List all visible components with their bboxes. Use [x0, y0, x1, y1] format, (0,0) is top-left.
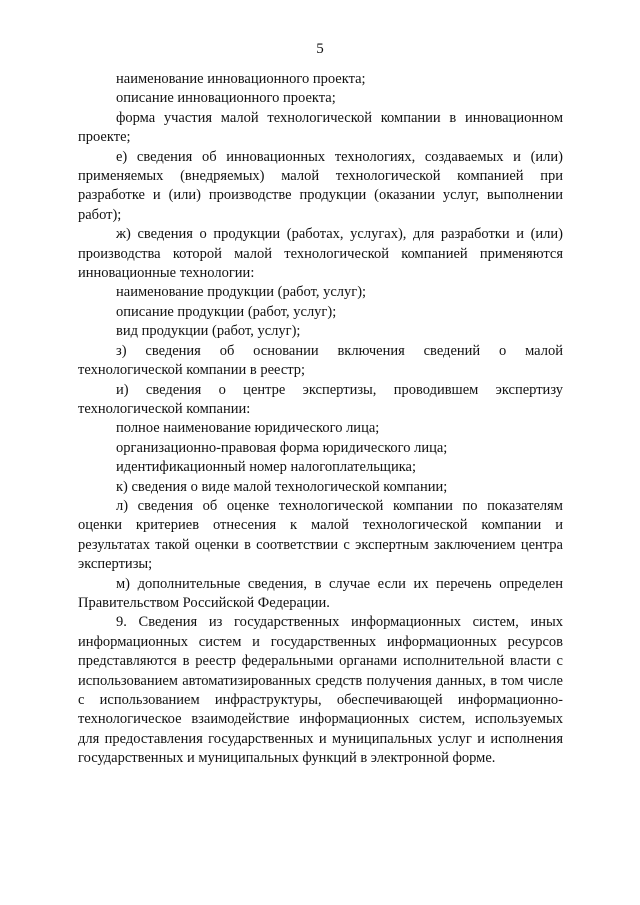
paragraph: наименование продукции (работ, услуг);: [116, 284, 367, 301]
paragraph: полное наименование юридического лица;: [116, 420, 380, 437]
paragraph: м) дополнительные сведения, в случае если их перечень определен Правительством Российской Федерации.: [78, 575, 563, 611]
paragraph: организационно-правовая форма юридического лица;: [116, 439, 448, 456]
page-number: 5: [316, 41, 324, 57]
paragraph: описание инновационного проекта;: [116, 90, 336, 107]
paragraph: з) сведения об основании включения сведений о малой технологической компании в реестр;: [78, 342, 563, 379]
paragraph: 9. Сведения из государственных информационных систем, иных информационных систем и государственных информационных ресурсов представляются в реестр федеральными органами исполнительной власти с использованием автоматизированных средств получения данных, в том числе с использованием инфраструктуры, обеспечивающей информационно-технологическое взаимодействие информационных систем, используемых для предоставления государственных и муниципальных услуг и исполнения государственных и муниципальных функций в электронной форме.: [78, 614, 563, 767]
paragraph: е) сведения об инновационных технологиях, создаваемых и (или) применяемых (внедряемых) малой технологической компанией при разработке и (или) производстве продукции (оказании услуг, выполнении работ);: [78, 148, 563, 223]
paragraph: описание продукции (работ, услуг);: [116, 303, 337, 320]
paragraph: вид продукции (работ, услуг);: [116, 323, 301, 340]
paragraph: идентификационный номер налогоплательщика;: [116, 459, 417, 476]
paragraph: форма участия малой технологической компании в инновационном проекте;: [78, 109, 563, 146]
paragraph: ж) сведения о продукции (работах, услугах), для разработки и (или) производства которой малой технологической компанией применяются инновационные технологии:: [78, 226, 563, 282]
paragraph: и) сведения о центре экспертизы, проводившем экспертизу технологической компании:: [78, 381, 563, 417]
paragraph: наименование инновационного проекта;: [116, 71, 366, 87]
paragraph: к) сведения о виде малой технологической компании;: [116, 478, 448, 495]
paragraph: л) сведения об оценке технологической компании по показателям оценки критериев отнесения к малой технологической компании и результатах такой оценки в соответствии с экспертным заключением центра экспертизы;: [78, 497, 563, 573]
document-body: [78, 70, 563, 769]
